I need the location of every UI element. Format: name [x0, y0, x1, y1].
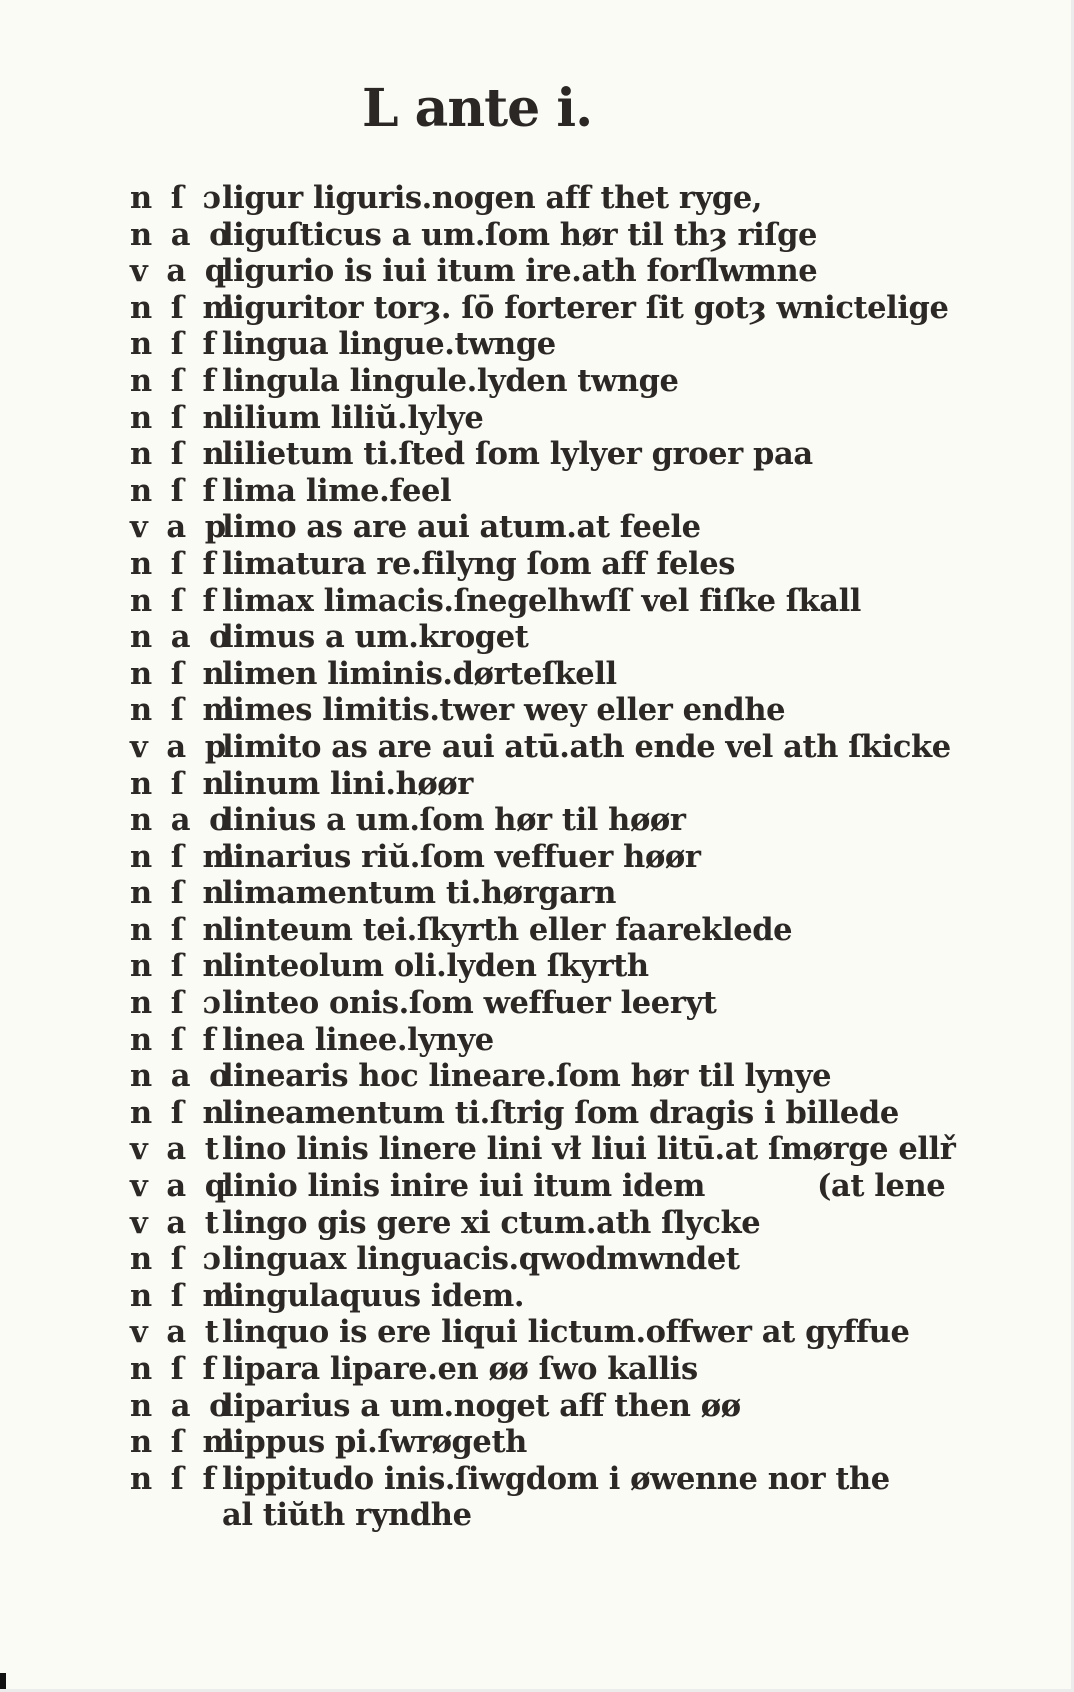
dictionary-entry — [130, 1095, 1010, 1132]
entry-text: linteolum oli.lyden ſkyrth — [222, 948, 649, 985]
grammar-code: n ſ n — [130, 875, 229, 912]
dictionary-entry — [130, 546, 1010, 583]
grammar-code: n ſ n — [130, 436, 229, 473]
grammar-code: n ſ ɔ — [130, 985, 226, 1022]
entry-text: linguax linguacis.qwodmwndet — [222, 1241, 740, 1278]
dictionary-entry — [130, 583, 1010, 620]
dictionary-entry — [130, 326, 1010, 363]
grammar-code: n ſ m — [130, 289, 239, 326]
entry-text: lippus pi.ſwrøgeth — [222, 1424, 527, 1461]
dictionary-entry — [130, 1424, 1010, 1461]
dictionary-entry — [130, 839, 1010, 876]
entry-text: lingula lingule.lyden twnge — [222, 362, 679, 399]
dictionary-entries — [130, 180, 1010, 1534]
entry-text: lippitudo inis.ſiwgdom i øwenne nor the — [222, 1460, 890, 1497]
entry-continuation: (at lene — [816, 1168, 946, 1205]
dictionary-entry — [130, 363, 1010, 400]
entry-text: ligur liguris.nogen aff thet ryge, — [222, 180, 763, 216]
grammar-code: n ſ f — [130, 326, 220, 363]
grammar-code: n ſ n — [130, 399, 229, 436]
dictionary-entry — [130, 436, 1010, 473]
grammar-code: n a o — [130, 802, 234, 839]
entry-text: limo as are aui atum.at feele — [222, 509, 701, 546]
grammar-code: n ſ ɔ — [130, 1241, 226, 1278]
entry-text: linearis hoc lineare.ſom hør til lynye — [222, 1058, 832, 1095]
entry-text: liguritor torȝ. ſō forterer ſit gotȝ wnictelige — [222, 289, 949, 326]
dictionary-entry — [130, 766, 1010, 803]
grammar-code: n ſ n — [130, 765, 229, 802]
dictionary-entry — [130, 1022, 1010, 1059]
grammar-code: n a o — [130, 1387, 234, 1424]
grammar-code: n ſ f — [130, 545, 220, 582]
entry-text: linquo is ere liqui lictum.offwer at gyffue — [222, 1314, 910, 1351]
corner-mark — [0, 1673, 6, 1689]
entry-text: liguſticus a um.ſom hør til thȝ riſge — [222, 216, 818, 253]
entry-text: linio linis inire iui itum idem — [222, 1168, 705, 1205]
entry-text: linea linee.lynye — [222, 1021, 494, 1058]
entry-text: limes limitis.twer wey eller endhe — [222, 692, 786, 729]
dictionary-entry — [130, 692, 1010, 729]
dictionary-entry — [130, 1278, 1010, 1315]
entry-text: liparius a um.noget aff then øø — [222, 1387, 741, 1424]
dictionary-entry — [130, 729, 1010, 766]
entry-text: linteo onis.ſom weffuer leeryt — [222, 985, 717, 1022]
grammar-code: n ſ m — [130, 692, 239, 729]
dictionary-entry — [130, 912, 1010, 949]
dictionary-entry — [130, 948, 1010, 985]
grammar-code: v a q — [130, 253, 231, 290]
dictionary-entry — [130, 290, 1010, 327]
entry-text: linteum tei.ſkyrth eller faareklede — [222, 911, 793, 948]
dictionary-entry — [130, 253, 1010, 290]
entry-text: limatura re.filyng ſom aff feles — [222, 545, 736, 582]
entry-text: lingo gis gere xi ctum.ath ſlycke — [222, 1204, 761, 1241]
entry-text: lilietum ti.ſted ſom lylyer groer paa — [222, 436, 813, 473]
dictionary-entry — [130, 400, 1010, 437]
entry-text: limamentum ti.hørgarn — [222, 875, 617, 912]
grammar-code: n a o — [130, 1058, 234, 1095]
entry-text: limen liminis.dørteſkell — [222, 655, 617, 692]
page-heading: L ante i. — [362, 78, 593, 139]
entry-text: linius a um.ſom hør til høør — [222, 802, 686, 839]
grammar-code: n a o — [130, 619, 234, 656]
entry-text: lima lime.feel — [222, 472, 452, 509]
entry-text: lingua lingue.twnge — [222, 326, 556, 363]
grammar-code: n ſ n — [130, 1094, 229, 1131]
dictionary-entry — [130, 217, 1010, 254]
grammar-code: n ſ m — [130, 838, 239, 875]
dictionary-entry — [130, 656, 1010, 693]
grammar-code: n ſ f — [130, 1021, 220, 1058]
entry-text: lino linis linere lini vł liui litū.at ſmørge ellř — [222, 1131, 956, 1168]
dictionary-entry — [130, 1241, 1010, 1278]
grammar-code: n ſ m — [130, 1277, 239, 1314]
entry-text: lipara lipare.en øø ſwo kallis — [222, 1351, 698, 1387]
dictionary-entry — [130, 1205, 1010, 1242]
grammar-code: n ſ f — [130, 1460, 220, 1497]
grammar-code: n ſ n — [130, 948, 229, 985]
dictionary-entry — [130, 1058, 1010, 1095]
entry-text: limito as are aui atū.ath ende vel ath ſkicke — [222, 728, 951, 765]
entry-text: linum lini.høør — [222, 765, 473, 802]
grammar-code: n ſ f — [130, 582, 220, 619]
grammar-code: v a t — [130, 1204, 223, 1241]
grammar-code: n ſ m — [130, 1424, 239, 1461]
grammar-code: n ſ f — [130, 472, 220, 509]
dictionary-entry — [130, 619, 1010, 656]
dictionary-entry — [130, 875, 1010, 912]
grammar-code: v a q — [130, 1168, 231, 1205]
grammar-code: v a t — [130, 1131, 223, 1168]
dictionary-entry — [130, 1131, 1010, 1168]
dictionary-entry — [130, 1314, 1010, 1351]
dictionary-entry — [130, 1461, 1010, 1498]
entry-text: lineamentum ti.ſtrig ſom dragis i billede — [222, 1094, 899, 1131]
grammar-code: v a p — [130, 728, 231, 765]
dictionary-entry — [130, 473, 1010, 510]
grammar-code: n ſ f — [130, 362, 220, 399]
dictionary-entry — [130, 1388, 1010, 1425]
entry-text: lingulaquus idem. — [222, 1277, 525, 1314]
entry-text: ligurio is iui itum ire.ath forſlwmne — [222, 253, 818, 290]
grammar-code: n a o — [130, 216, 234, 253]
dictionary-entry — [130, 1497, 1010, 1534]
grammar-code: n ſ n — [130, 655, 229, 692]
dictionary-entry — [130, 180, 1010, 217]
grammar-code: n ſ n — [130, 911, 229, 948]
dictionary-entry — [130, 985, 1010, 1022]
entry-text: limus a um.kroget — [222, 619, 529, 656]
grammar-code: n ſ ɔ — [130, 180, 226, 216]
grammar-code: v a p — [130, 509, 231, 546]
dictionary-entry — [130, 509, 1010, 546]
entry-text: lilium liliŭ.lylye — [222, 399, 484, 436]
grammar-code: n ſ f — [130, 1351, 220, 1387]
dictionary-entry — [130, 1168, 1010, 1205]
grammar-code: v a t — [130, 1314, 223, 1351]
entry-text: limax limacis.ſnegelhwſſ vel fiſke ſkall — [222, 582, 861, 619]
entry-text: al tiŭth ryndhe — [222, 1497, 472, 1534]
dictionary-entry — [130, 802, 1010, 839]
entry-text: linarius riŭ.ſom veffuer høør — [222, 838, 701, 875]
dictionary-entry — [130, 1351, 1010, 1388]
